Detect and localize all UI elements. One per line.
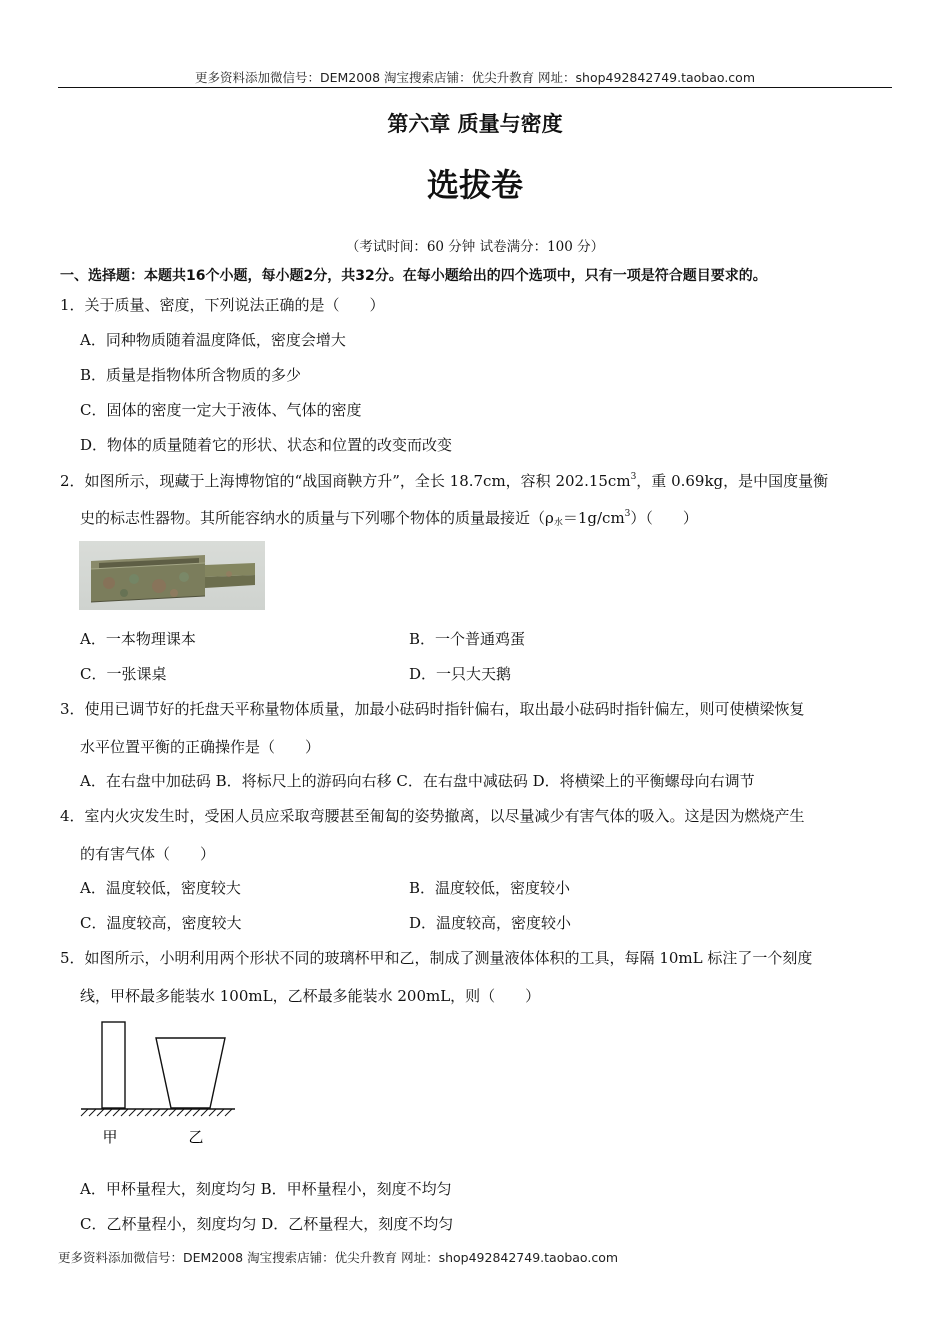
question-2-option-d: D．一只大天鹅: [409, 665, 512, 683]
question-4-stem-line2: 的有害气体（ ）: [80, 845, 216, 863]
question-1-option-b: B．质量是指物体所含物质的多少: [80, 366, 302, 384]
cup-jia: [102, 1022, 125, 1108]
question-5-stem-line2: 线，甲杯最多能装水 100mL，乙杯最多能装水 200mL，则（ ）: [80, 987, 541, 1005]
bronze-measure-photo: [79, 541, 265, 610]
question-2-option-c: C．一张课桌: [80, 665, 167, 683]
question-4-option-d: D．温度较高，密度较小: [409, 914, 572, 932]
header-divider: [58, 87, 892, 88]
cup-jia-label: 甲: [102, 1128, 118, 1146]
two-cups-figure: [78, 1018, 243, 1148]
question-3-stem-line2: 水平位置平衡的正确操作是（ ）: [80, 738, 321, 756]
cup-yi-label: 乙: [188, 1128, 204, 1146]
question-2-stem-text-b: ，重 0.69kg，是中国度量衡: [636, 472, 829, 490]
question-3-options: A．在右盘中加砝码 B．将标尺上的游码向右移 C．在右盘中减砝码 D．将横梁上的平衡螺母向右调节: [80, 772, 755, 790]
ground-hatching: [81, 1109, 232, 1116]
subscript: 水: [553, 518, 563, 528]
question-1-option-d: D．物体的质量随着它的形状、状态和位置的改变而改变: [80, 436, 453, 454]
question-5-options-line2: C．乙杯量程小，刻度均匀 D．乙杯量程大，刻度不均匀: [80, 1215, 454, 1233]
question-5-stem-line1: 5．如图所示，小明利用两个形状不同的玻璃杯甲和乙，制成了测量液体体积的工具，每隔 10mL 标注了一个刻度: [60, 949, 813, 967]
question-4-option-b: B．温度较低，密度较小: [409, 879, 571, 897]
cup-yi: [156, 1038, 225, 1108]
question-2-stem-text-c: 史的标志性器物。其所能容纳水的质量与下列哪个物体的质量最接近（ρ: [80, 509, 554, 527]
question-3-stem-line1: 3．使用已调节好的托盘天平称量物体质量，加最小砝码时指针偏右，取出最小砝码时指针偏左，则可使横梁恢复: [60, 700, 805, 718]
question-2-option-a: A．一本物理课本: [80, 630, 196, 648]
question-2-stem-text-a: 2．如图所示，现藏于上海博物馆的“战国商鞅方升”，全长 18.7cm，容积 202.15cm: [60, 472, 631, 490]
page-header: 更多资料添加微信号：DEM2008 淘宝搜索店铺：优尖升教育 网址：shop492842749.taobao.com: [194, 70, 756, 85]
question-4-stem-line1: 4．室内火灾发生时，受困人员应采取弯腰甚至匍匐的姿势撤离，以尽量减少有害气体的吸入。这是因为燃烧产生: [60, 807, 805, 825]
question-4-option-c: C．温度较高，密度较大: [80, 914, 242, 932]
bronze-measure-illustration: [79, 541, 265, 610]
section-heading: 一、选择题：本题共16个小题，每小题2分，共32分。在每小题给出的四个选项中，只有一项是符合题目要求的。: [60, 268, 767, 284]
question-5-options-line1: A．甲杯量程大，刻度均匀 B．甲杯量程小，刻度不均匀: [80, 1180, 452, 1198]
chapter-title: 第六章 质量与密度: [387, 112, 563, 136]
exam-info: （考试时间：60 分钟 试卷满分：100 分）: [345, 239, 605, 255]
superscript: 3: [624, 509, 631, 519]
question-1-stem: 1．关于质量、密度，下列说法正确的是（ ）: [60, 296, 385, 314]
paper-title: 选拔卷: [426, 166, 523, 204]
question-2-stem-line2: [80, 508, 698, 528]
question-1-option-c: C．固体的密度一定大于液体、气体的密度: [80, 401, 362, 419]
superscript: 3: [630, 472, 637, 482]
question-2-option-b: B．一个普通鸡蛋: [409, 630, 526, 648]
question-2-stem-text-e: ）（ ）: [630, 509, 698, 527]
question-1-option-a: A．同种物质随着温度降低，密度会增大: [80, 331, 346, 349]
page-footer: 更多资料添加微信号：DEM2008 淘宝搜索店铺：优尖升教育 网址：shop492842749.taobao.com: [58, 1250, 619, 1265]
question-2-stem-line1: [60, 471, 828, 491]
question-2-stem-text-d: ＝1g/cm: [562, 509, 625, 527]
question-4-option-a: A．温度较低，密度较大: [80, 879, 241, 897]
